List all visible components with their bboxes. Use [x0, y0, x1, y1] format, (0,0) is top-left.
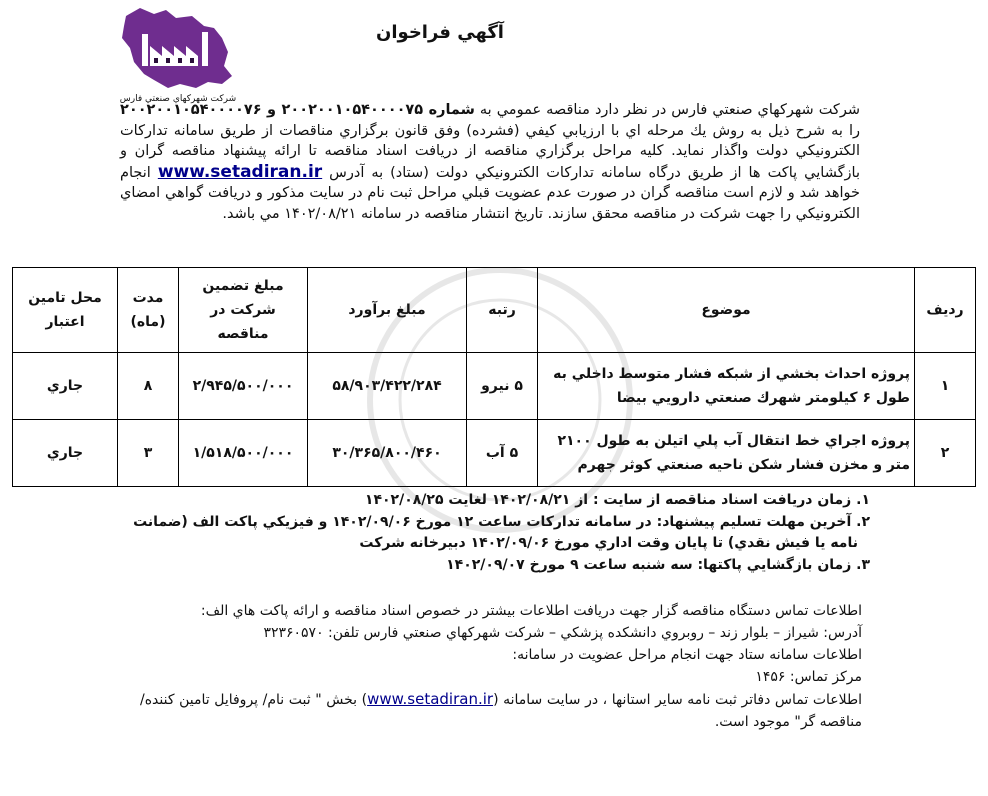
table-header-row: [13, 268, 976, 353]
cell-duration: ۳: [118, 420, 179, 487]
tender-table: [12, 267, 976, 487]
cell-funding: جاري: [13, 353, 118, 420]
call-center: مركز تماس: ۱۴۵۶: [755, 669, 862, 685]
setadiran-link-2[interactable]: www.setadiran.ir: [367, 690, 494, 708]
cell-guarantee: ۲/۹۴۵/۵۰۰/۰۰۰: [179, 353, 308, 420]
intro-text-1: شرکت شهرکهاي صنعتي فارس در نظر دارد مناقصه عمومي به: [474, 102, 860, 118]
cell-rank: ۵ نيرو: [467, 353, 538, 420]
contact-intro: اطلاعات تماس دستگاه مناقصه گزار جهت دريافت اطلاعات بيشتر در خصوص اسناد مناقصه و ارائه پاكت هاي الف:: [200, 603, 862, 619]
table-row: [13, 420, 976, 487]
cell-row-no: ۱: [915, 353, 976, 420]
header-row-no: رديف: [915, 268, 976, 353]
cell-estimate: ۳۰/۳۶۵/۸۰۰/۴۶۰: [308, 420, 467, 487]
logo-caption: شرکت شهرکهاي صنعتي فارس: [119, 94, 237, 104]
header-funding: محل تامين اعتبار: [13, 268, 118, 353]
provincial-text-2: ) بخش " ثبت نام/ پروفايل تامين كننده/ مناقصه گر" موجود است.: [140, 692, 862, 730]
table-row: [13, 353, 976, 420]
setadiran-link[interactable]: www.setadiran.ir: [157, 161, 323, 182]
cell-subject: پروژه احداث بخشي از شبكه فشار متوسط داخلي به طول ۶ كيلومتر شهرك صنعتي دارويي بيضا: [538, 353, 915, 420]
cell-estimate: ۵۸/۹۰۳/۴۲۲/۲۸۴: [308, 353, 467, 420]
factory-map-logo-icon: [118, 4, 238, 96]
header-duration: مدت (ماه): [118, 268, 179, 353]
cell-duration: ۸: [118, 353, 179, 420]
header-rank: رتبه: [467, 268, 538, 353]
tender-numbers: شماره ۲۰۰۲۰۰۱۰۵۴۰۰۰۰۷۵ و ۲۰۰۲۰۰۱۰۵۴۰۰۰۰۷۶: [120, 102, 475, 118]
company-logo: [118, 4, 238, 108]
cell-subject: پروژه اجراي خط انتقال آب پلي اتيلن به طول ۲۱۰۰ متر و مخزن فشار شكن ناحيه صنعتي كوثر جهرم: [538, 420, 915, 487]
provincial-offices-info: [140, 688, 862, 733]
condition-item-3: ۳. زمان بازگشايي پاكتها: سه شنبه ساعت ۹ مورخ ۱۴۰۲/۰۹/۰۷: [446, 556, 870, 573]
cell-row-no: ۲: [915, 420, 976, 487]
condition-item-2: ۲. آخرين مهلت تسليم پيشنهاد: در سامانه تداركات ساعت ۱۲ مورخ ۱۴۰۲/۰۹/۰۶ و فيزيكي پاكت الف (ضمانت: [133, 513, 870, 530]
cell-funding: جاري: [13, 420, 118, 487]
setad-info-heading: اطلاعات سامانه ستاد جهت انجام مراحل عضويت در سامانه:: [512, 647, 862, 663]
intro-text-3: انجام خواهد شد و لازم است مناقصه گران در صورت عدم عضويت قبلي مراحل ثبت نام در سايت مذكور و دريافت گواهي امضاي الكترونيكي را جهت شركت در مناقصه محقق سازند. تاريخ انتشار مناقصه در سامانه ۱۴۰۲/۰۸/۲۱ مي باشد.: [120, 164, 860, 222]
intro-text-2: را به شرح ذيل به روش يك مرحله اي با ارزيابي كيفي (فشرده) وفق قانون برگزاري مناقصات از طريق سامانه تداركات الكترونيكي دولت واگذار نمايد. كليه مراحل برگزاري مناقصه از دريافت اسناد مناقصه تا ارائه پيشنهاد مناقصه گران و بازگشايي پاكت ها از طريق درگاه سامانه تداركات الكترونيكي دولت (ستاد) به آدرس: [120, 122, 860, 181]
contact-info: [140, 600, 862, 733]
header-subject: موضوع: [538, 268, 915, 353]
header-estimate: مبلغ برآورد: [308, 268, 467, 353]
cell-rank: ۵ آب: [467, 420, 538, 487]
condition-item-1: ۱. زمان دريافت اسناد مناقصه از سايت : از ۱۴۰۲/۰۸/۲۱ لغايت ۱۴۰۲/۰۸/۲۵: [364, 492, 870, 508]
cell-guarantee: ۱/۵۱۸/۵۰۰/۰۰۰: [179, 420, 308, 487]
provincial-text-1: اطلاعات تماس دفاتر ثبت نامه ساير استانها ، در سايت سامانه (: [493, 692, 863, 708]
tender-conditions: [20, 490, 870, 576]
condition-item-2-cont: نامه يا فيش نقدي) تا پايان وقت اداري مورخ ۱۴۰۲/۰۹/۰۶ دبيرخانه شركت: [359, 535, 858, 551]
contact-address: آدرس: شيراز – بلوار زند – روبروي دانشكده پزشكي – شركت شهركهاي صنعتي فارس تلفن: ۳۲۳۶۰۵۷۰: [263, 625, 862, 641]
intro-paragraph: [120, 100, 860, 224]
page-title: آگهي فراخوان: [376, 22, 504, 43]
header-guarantee: مبلغ تضمين شركت در مناقصه: [179, 268, 308, 353]
